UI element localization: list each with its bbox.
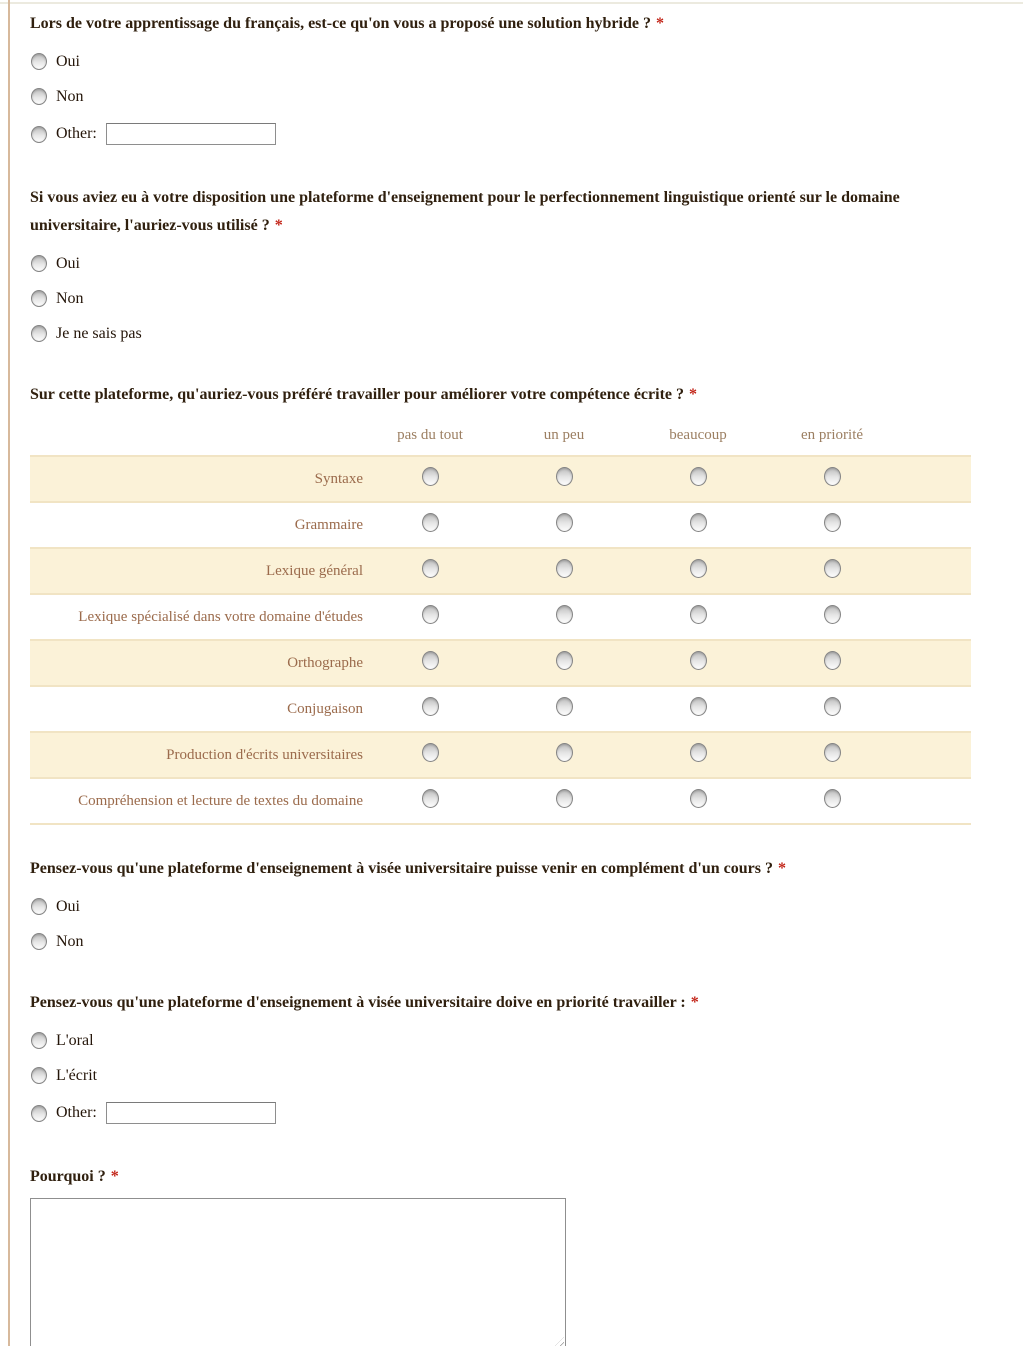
question-title-text: Pensez-vous qu'une plateforme d'enseignement à visée universitaire doive en priorité travailler :: [30, 994, 686, 1011]
grid-header-row: [30, 409, 971, 456]
option-label: Other:: [56, 1104, 97, 1121]
grid-row-label: Syntaxe: [30, 456, 363, 502]
grid-row-orthographe: [30, 640, 971, 686]
radio-button[interactable]: [422, 789, 439, 808]
grid-column-header: un peu: [543, 427, 585, 443]
grid-radio-cell[interactable]: [631, 502, 765, 548]
grid-radio-cell[interactable]: [631, 456, 765, 502]
grid-radio-cell[interactable]: [497, 456, 631, 502]
grid-filler-cell: [899, 548, 971, 594]
question-solution-hybride: [30, 10, 971, 154]
radio-button[interactable]: [31, 325, 47, 342]
question-title: [30, 1163, 971, 1191]
radio-button[interactable]: [690, 651, 707, 670]
grid-row-grammaire: [30, 502, 971, 548]
grid-radio-cell[interactable]: [497, 732, 631, 778]
grid-radio-cell[interactable]: [363, 640, 497, 686]
radio-button[interactable]: [422, 513, 439, 532]
other-text-input[interactable]: [106, 123, 276, 145]
grid-radio-cell[interactable]: [631, 640, 765, 686]
grid-radio-cell[interactable]: [631, 778, 765, 824]
grid-radio-cell[interactable]: [363, 778, 497, 824]
required-asterisk: *: [690, 994, 699, 1011]
grid-row-comprehension: [30, 778, 971, 824]
grid-radio-cell[interactable]: [363, 456, 497, 502]
question-title: [30, 989, 971, 1017]
grid-radio-cell[interactable]: [497, 640, 631, 686]
radio-button[interactable]: [31, 898, 47, 915]
grid-radio-cell[interactable]: [631, 686, 765, 732]
grid-column-header: pas du tout: [397, 427, 463, 443]
options-list: [30, 246, 971, 351]
radio-button[interactable]: [556, 789, 573, 808]
option-label: Non: [56, 289, 84, 307]
radio-button[interactable]: [556, 605, 573, 624]
grid-row-syntaxe: [30, 456, 971, 502]
radio-button[interactable]: [31, 1105, 47, 1122]
radio-button[interactable]: [422, 651, 439, 670]
question-title-text: Pourquoi ?: [30, 1168, 106, 1185]
radio-option-je-ne-sais-pas[interactable]: [30, 316, 971, 351]
question-grid-competence-ecrite: [30, 381, 971, 825]
grid-radio-cell[interactable]: [765, 640, 899, 686]
grid-radio-cell[interactable]: [363, 502, 497, 548]
grid-filler-cell: [899, 640, 971, 686]
other-text-input[interactable]: [106, 1102, 276, 1124]
options-list: [30, 1023, 971, 1133]
grid-row-label: Orthographe: [30, 640, 363, 686]
grid-radio-cell[interactable]: [765, 548, 899, 594]
radio-button[interactable]: [31, 53, 47, 70]
radio-button[interactable]: [422, 697, 439, 716]
options-list: [30, 889, 971, 959]
grid-radio-cell[interactable]: [765, 456, 899, 502]
radio-option-non[interactable]: [30, 281, 971, 316]
grid-corner-cell: [30, 409, 363, 456]
grid-radio-cell[interactable]: [363, 686, 497, 732]
option-label: Non: [56, 932, 84, 950]
radio-button[interactable]: [556, 743, 573, 762]
grid-row-label: Conjugaison: [30, 686, 363, 732]
grid-radio-cell[interactable]: [497, 686, 631, 732]
radio-button[interactable]: [690, 697, 707, 716]
question-priorite-travailler: [30, 989, 971, 1133]
radio-button[interactable]: [690, 513, 707, 532]
question-title: [30, 10, 971, 38]
radio-button[interactable]: [31, 1067, 47, 1084]
radio-button[interactable]: [31, 255, 47, 272]
grid-filler-cell: [899, 456, 971, 502]
grid-radio-cell[interactable]: [631, 594, 765, 640]
grid-row-conjugaison: [30, 686, 971, 732]
grid-radio-cell[interactable]: [765, 778, 899, 824]
radio-option-non[interactable]: [30, 924, 971, 959]
radio-option-non[interactable]: [30, 79, 971, 114]
radio-button[interactable]: [556, 651, 573, 670]
grid-row-label: Grammaire: [30, 502, 363, 548]
option-label: Non: [56, 87, 84, 105]
radio-button[interactable]: [556, 697, 573, 716]
radio-button[interactable]: [824, 467, 841, 486]
textarea-wrapper: [30, 1198, 566, 1346]
required-asterisk: *: [274, 217, 283, 234]
option-label: Oui: [56, 897, 80, 915]
radio-button[interactable]: [824, 743, 841, 762]
grid-row-label: Lexique général: [30, 548, 363, 594]
grid-radio-cell[interactable]: [497, 548, 631, 594]
grid-row-production-ecrits: [30, 732, 971, 778]
required-asterisk: *: [777, 860, 786, 877]
radio-button[interactable]: [31, 933, 47, 950]
radio-button[interactable]: [824, 559, 841, 578]
radio-button[interactable]: [556, 513, 573, 532]
grid-filler-cell: [899, 686, 971, 732]
option-label: L'oral: [56, 1031, 94, 1049]
radio-button[interactable]: [824, 651, 841, 670]
radio-button[interactable]: [690, 467, 707, 486]
radio-button[interactable]: [690, 559, 707, 578]
required-asterisk: *: [655, 15, 664, 32]
question-complement-cours: [30, 855, 971, 959]
radio-button[interactable]: [422, 467, 439, 486]
radio-button[interactable]: [824, 605, 841, 624]
required-asterisk: *: [689, 386, 697, 403]
radio-option-lecrit[interactable]: [30, 1058, 971, 1093]
question-title-text: Sur cette plateforme, qu'auriez-vous préféré travailler pour améliorer votre compétence écrite ?: [30, 386, 684, 403]
radio-button[interactable]: [31, 290, 47, 307]
grid-radio-cell[interactable]: [631, 732, 765, 778]
grid-row-label: Compréhension et lecture de textes du domaine: [30, 778, 363, 824]
radio-button[interactable]: [556, 559, 573, 578]
radio-button[interactable]: [824, 789, 841, 808]
grid-filler-cell: [899, 594, 971, 640]
grid-row-lexique-specialise: [30, 594, 971, 640]
grid-column-header: en priorité: [800, 427, 864, 443]
question-plateforme-utilisation: [30, 184, 971, 351]
grid-row-label: Production d'écrits universitaires: [30, 732, 363, 778]
required-asterisk: *: [110, 1168, 119, 1185]
grid-column-header: beaucoup: [669, 427, 727, 443]
grid-radio-cell[interactable]: [497, 502, 631, 548]
question-title: [30, 855, 971, 883]
grid-radio-cell[interactable]: [363, 732, 497, 778]
grid-radio-cell[interactable]: [765, 594, 899, 640]
grid-radio-cell[interactable]: [497, 594, 631, 640]
grid-header-filler: [899, 409, 971, 456]
grid-radio-cell[interactable]: [765, 502, 899, 548]
option-label: Other:: [56, 125, 97, 142]
radio-button[interactable]: [690, 743, 707, 762]
pourquoi-textarea[interactable]: [30, 1198, 566, 1346]
option-label: Oui: [56, 254, 80, 272]
radio-button[interactable]: [690, 605, 707, 624]
grid-filler-cell: [899, 502, 971, 548]
radio-button[interactable]: [824, 697, 841, 716]
radio-button[interactable]: [31, 126, 47, 143]
radio-option-oui[interactable]: [30, 44, 971, 79]
option-label: Oui: [56, 52, 80, 70]
grid-radio-cell[interactable]: [765, 686, 899, 732]
radio-button[interactable]: [824, 513, 841, 532]
grid-row-label: Lexique spécialisé dans votre domaine d'études: [30, 594, 363, 640]
grid-radio-cell[interactable]: [497, 778, 631, 824]
question-pourquoi: [30, 1163, 971, 1346]
option-label: Je ne sais pas: [56, 324, 142, 342]
grid-filler-cell: [899, 732, 971, 778]
radio-option-other[interactable]: [30, 1093, 971, 1133]
radio-option-oui[interactable]: [30, 246, 971, 281]
radio-option-oui[interactable]: [30, 889, 971, 924]
question-title: [30, 381, 971, 409]
radio-button[interactable]: [422, 605, 439, 624]
question-title: [30, 184, 971, 240]
radio-button[interactable]: [422, 559, 439, 578]
preference-grid: [30, 409, 971, 825]
grid-filler-cell: [899, 778, 971, 824]
radio-option-other[interactable]: [30, 114, 971, 154]
options-list: [30, 44, 971, 154]
radio-button[interactable]: [31, 88, 47, 105]
question-title-text: Lors de votre apprentissage du français, est-ce qu'on vous a proposé une solution hybride ?: [30, 15, 651, 32]
radio-button[interactable]: [556, 467, 573, 486]
grid-radio-cell[interactable]: [765, 732, 899, 778]
grid-row-lexique-general: [30, 548, 971, 594]
grid-radio-cell[interactable]: [631, 548, 765, 594]
question-title-text: Pensez-vous qu'une plateforme d'enseignement à visée universitaire puisse venir en complément d'un cours ?: [30, 860, 773, 877]
radio-button[interactable]: [690, 789, 707, 808]
option-label: L'écrit: [56, 1066, 98, 1084]
grid-radio-cell[interactable]: [363, 594, 497, 640]
radio-button[interactable]: [422, 743, 439, 762]
radio-option-loral[interactable]: [30, 1023, 971, 1058]
grid-radio-cell[interactable]: [363, 548, 497, 594]
question-title-text: Si vous aviez eu à votre disposition une plateforme d'enseignement pour le perfectionnement linguistique orienté sur le domaine universitaire, l'auriez-vous utilisé ?: [30, 189, 900, 234]
radio-button[interactable]: [31, 1032, 47, 1049]
